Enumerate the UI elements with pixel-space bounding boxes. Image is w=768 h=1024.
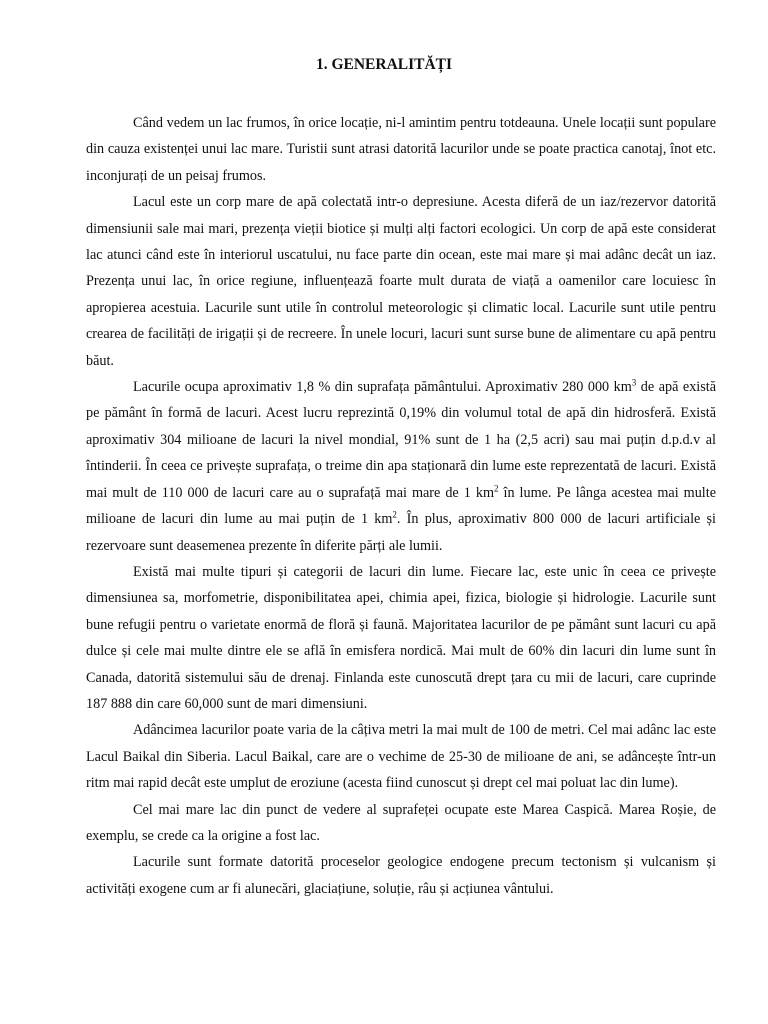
document-body	[86, 110, 716, 902]
text-segment: . În plus, aproximativ 800 000 de lacuri artificiale și rezervoare sunt deasemenea prezente în diferite părți ale lumii.	[86, 511, 716, 554]
paragraph-lake-depth: Adâncimea lacurilor poate varia de la câțiva metri la mai mult de 100 de metri. Cel mai adânc lac este Lacul Baikal din Siberia. Lacul Baikal, care are o vechime de 25-30 de milioane de ani, se adâncește într-un ritm mai rapid decât este umplut de eroziune (acesta fiind cunoscut și drept cel mai poluat lac din lume).	[86, 722, 716, 792]
paragraph-intro: Când vedem un lac frumos, în orice locație, ni-l amintim pentru totdeauna. Unele locații sunt populare din cauza existenței unui lac mare. Turistii sunt atrasi datorită lacurilor unde se poate practica canotaj, înot etc. inconjurați de un peisaj frumos.	[86, 115, 716, 184]
paragraph-largest-lake: Cel mai mare lac din punct de vedere al suprafeței ocupate este Marea Caspică. Marea Roșie, de exemplu, se crede ca la origine a fost lac.	[86, 801, 716, 844]
text-segment: în lume. Pe lânga acestea mai multe milioane de lacuri din lume au mai puțin de 1 km	[86, 484, 716, 528]
page-title: 1. GENERALITĂȚI	[315, 56, 453, 73]
paragraph-lake-statistics	[86, 374, 716, 559]
superscript: 2	[392, 509, 397, 520]
paragraph-lake-formation: Lacurile sunt formate datorită proceselor geologice endogene precum tectonism și vulcanism și activități exogene cum ar fi alunecări, glaciațiune, soluție, râu și acțiunea vântului.	[86, 854, 716, 897]
text-segment: Lacurile ocupa aproximativ 1,8 % din suprafața pământului. Aproximativ 280 000 km	[133, 379, 632, 396]
paragraph-lake-types: Există mai multe tipuri și categorii de lacuri din lume. Fiecare lac, este unic în ceea ce privește dimensiunea sa, morfometrie, disponibilitatea apei, chimia apei, fizica, biologie și hidrologie. Lacurile sunt bune refugii pentru o varietate enormă de floră și faună. Majoritatea lacurilor de pe pământ sunt lacuri cu apă dulce și cele mai multe dintre ele se află în emisfera nordică. Mai mult de 60% din lacuri din lume sunt în Canada, datorită sistemului său de drenaj. Finlanda este cunoscută drept țara cu mii de lacuri, care cuprinde 187 888 din care 60,000 sunt de mari dimensiuni.	[86, 563, 716, 712]
text-segment: de apă există pe pământ în formă de lacuri. Acest lucru reprezintă 0,19% din volumul total de apă din hidrosferă. Există aproximativ 304 milioane de lacuri la nivel mondial, 91% sunt de 1 ha (2,5 acri) sau mai puțin d.p.d.v al întinderii. În ceea ce privește suprafața, o treime din apa staționară din lume este reprezentată de lacuri. Există mai mult de 110 000 de lacuri care au o suprafață mai mare de 1 km	[86, 379, 717, 501]
superscript: 3	[631, 377, 637, 388]
superscript: 2	[493, 482, 499, 493]
paragraph-lake-definition: Lacul este un corp mare de apă colectată intr-o depresiune. Acesta diferă de un iaz/rezervor datorită dimensiunii sale mai mari, prezența vieții biotice și mulți alți factori ecologici. Un corp de apă este considerat lac atunci când este în interiorul uscatului, nu face parte din ocean, este mai mare și mai adânc decât un iaz. Prezența unui lac, în orice regiune, influențează foarte mult durata de viață a oamenilor care locuiesc în apropierea acestuia. Lacurile sunt utile în controlul meteorologic și climatic local. Lacurile sunt utile pentru crearea de facilități de irigații și de recreere. În unele locuri, lacuri sunt surse bune de alimentare cu apă pentru băut.	[86, 194, 716, 369]
